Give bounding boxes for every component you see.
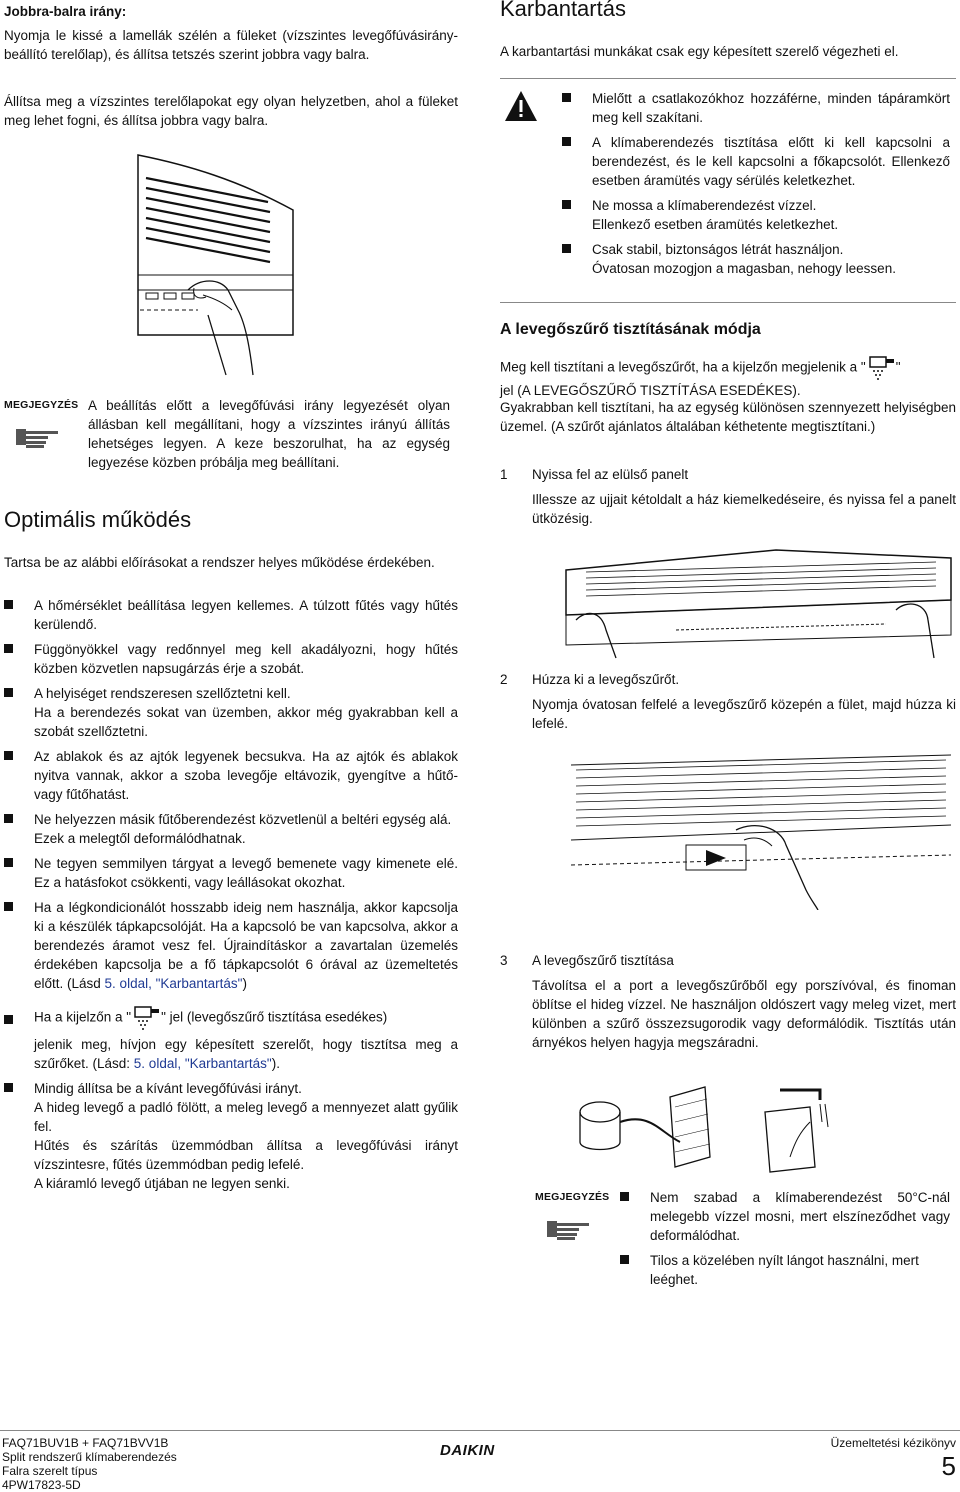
footer-line: 4PW17823-5D	[2, 1478, 81, 1492]
warning-icon	[504, 90, 538, 122]
heading-direction	[4, 2, 458, 21]
pointing-hand-icon	[16, 425, 94, 449]
list-item: Ne tegyen semmilyen tárgyat a levegő bemenete vagy kimenete elé. Ez a hatásfokot csökkenti, vagy leállásokat okozhat.	[4, 854, 458, 892]
step-2	[500, 670, 956, 733]
warning-list	[562, 89, 950, 284]
step-title: Nyissa fel az elülső panelt	[532, 467, 689, 482]
filter-paragraph-2: Gyakrabban kell tisztítani, ha az egység különösen szennyezett helyiségben üzemel. (A szűrőt ajánlatos általában kéthetente megtisztítani.)	[500, 400, 956, 434]
filter-cleaning-title: A levegőszűrő tisztításának módja	[500, 321, 761, 338]
pointing-hand-icon	[547, 1217, 625, 1241]
divider	[500, 302, 956, 303]
list-item: Ne mossa a klímaberendezést vízzel. Ellenkező esetben áramütés keletkezhet.	[562, 196, 950, 234]
list-item: Mielőtt a csatlakozókhoz hozzáférne, minden tápáramkört meg kell szakítani.	[562, 89, 950, 127]
note-label: MEGJEGYZÉS	[535, 1191, 610, 1203]
list-item: Tilos a közelében nyílt lángot használni, mert leéghet.	[620, 1251, 950, 1289]
step-text: Nyomja óvatosan felfelé a levegőszűrő közepén a fület, majd húzza ki lefelé.	[532, 697, 956, 731]
optimal-intro: Tartsa be az alábbi előírásokat a rendszer helyes működése érdekében.	[4, 555, 435, 570]
note-block-right	[535, 1188, 625, 1241]
pull-filter-illustration	[566, 750, 956, 910]
list-item: Az ablakok és az ajtók legyenek becsukva. Ha az ajtók és ablakok nyitva vannak, akkor a szoba levegője eltávozik, gyengítve a hűtő- vagy fűtőhatást.	[4, 747, 458, 804]
note-block-left	[4, 396, 94, 449]
footer-line: Falra szerelt típus	[2, 1464, 98, 1478]
section-heading: Jobbra-balra irány:	[4, 4, 127, 19]
list-item: A hőmérséklet beállítása legyen kellemes. A túlzott fűtés vagy hűtés kerülendő.	[4, 596, 458, 634]
vacuum-wash-illustration	[570, 1082, 870, 1174]
list-item: Ha a légkondicionálót hosszabb ideig nem használja, akkor kapcsolja ki a készülék tápkapcsolóját. Ha a kapcsoló be van kapcsolva, akkor a berendezés áramot vesz fel. Újraindításkor a zavartalan üzemelés érdekében kapcsolja be a fő tápkapcsolót 6 órával az üzemeltetés előtt. (Lásd 5. oldal, "Karbantartás")	[4, 898, 458, 993]
page-number: 5	[941, 1451, 956, 1481]
note-label: MEGJEGYZÉS	[4, 399, 79, 411]
step-3	[500, 951, 956, 1052]
step-text: Illessze az ujjait kétoldalt a ház kiemelkedéseire, és nyissa fel a panelt ütközésig.	[532, 492, 956, 526]
step-number: 3	[500, 953, 508, 968]
step-1	[500, 465, 956, 528]
footer-line: Split rendszerű klímaberendezés	[2, 1450, 177, 1464]
list-item: Nem szabad a klímaberendezést 50°C-nál melegebb vízzel mosni, mert elszíneződhet vagy deformálódhat.	[620, 1188, 950, 1245]
list-item: Csak stabil, biztonságos létrát használjon. Óvatosan mozogjon a magasban, nehogy leessen.	[562, 240, 950, 278]
link-maintenance-2[interactable]: 5. oldal, "Karbantartás"	[133, 1056, 272, 1071]
list-item: Függönyökkel vagy redőnnyel meg kell akadályozni, hogy hűtés közben közvetlen napsugárzás érje a szobát.	[4, 640, 458, 678]
footer-model-info	[2, 1436, 177, 1492]
footer-manual-title: Üzemeltetési kézikönyv	[830, 1436, 956, 1450]
list-item: Ha a kijelzőn a " " jel (levegőszűrő tisztítása esedékes) jelenik meg, hívjon egy képesített szerelőt, hogy tisztítsa meg a szűrőket. (Lásd: 5. oldal, "Karbantartás").	[4, 1005, 458, 1073]
list-item: Ne helyezzen másik fűtőberendezést közvetlenül a beltéri egység alá. Ezek a melegtől deformálódhatnak.	[4, 810, 458, 848]
filter-sign-icon	[131, 1005, 161, 1031]
maintenance-intro: A karbantartási munkákat csak egy képesített szerelő végezheti el.	[500, 44, 899, 59]
optimal-operation-title: Optimális működés	[4, 507, 192, 532]
list-item: A klímaberendezés tisztítása előtt ki kell kapcsolni a berendezést, és le kell kapcsolni a főkapcsolót. Ellenkező esetben áramütés vagy sérülés keletkezhet.	[562, 133, 950, 190]
note-text-left: A beállítás előtt a levegőfúvási irány legyezését olyan állásban kell megállítani, hogy a vízszintes irányú állítás lehetséges legyen. A keze beszorulhat, ha az egység legyezése közben próbálja meg beállítani.	[88, 398, 450, 470]
open-panel-illustration	[556, 540, 956, 660]
link-maintenance[interactable]: 5. oldal, "Karbantartás"	[104, 976, 243, 991]
divider	[500, 78, 956, 79]
footer-line: FAQ71BUV1B + FAQ71BVV1B	[2, 1436, 169, 1450]
filter-sign-icon	[866, 355, 896, 381]
list-item: Mindig állítsa be a kívánt levegőfúvási irányt. A hideg levegő a padló fölött, a meleg levegő a mennyezet alatt gyűlik fel. Hűtés és szárítás üzemmódban állítsa a levegőfúvási irányt vízszintesre, fűtés üzemmódban pedig lefelé. A kiáramló levegő útjában ne legyen senki.	[4, 1079, 458, 1193]
step-title: A levegőszűrő tisztítása	[532, 953, 674, 968]
paragraph-direction-1: Nyomja le kissé a lamellák szélén a füleket (vízszintes levegőfúvásirány-beállító terelőlap), és állítsa tetszés szerint jobbra vagy balra.	[4, 28, 458, 62]
footer-divider	[0, 1430, 960, 1431]
step-number: 2	[500, 672, 508, 687]
daikin-logo: DAIKIN	[440, 1442, 495, 1459]
list-item: A helyiséget rendszeresen szellőztetni kell. Ha a berendezés sokat van üzemben, akkor még gyakrabban kell a szobát szellőztetni.	[4, 684, 458, 741]
filter-paragraph-1: Meg kell tisztítani a levegőszűrőt, ha a kijelzőn megjelenik a " " jel (A LEVEGŐSZŰRŐ TISZTÍTÁSA ESEDÉKES).	[500, 355, 956, 400]
note-list-right	[620, 1188, 950, 1295]
optimal-bullet-list	[4, 596, 458, 1199]
paragraph-direction-2: Állítsa meg a vízszintes terelőlapokat egy olyan helyzetben, ahol a füleket meg lehet fogni, és állítsa jobbra vagy balra.	[4, 94, 458, 128]
step-title: Húzza ki a levegőszűrőt.	[532, 672, 680, 687]
step-text: Távolítsa el a port a levegőszűrőből egy porszívóval, és finoman öblítse el hideg vízzel. Ne használjon oldószert vagy meleg vizet, mert különben a szűrő összezsugorodik vagy deformálódik. Tisztítás után árnyékos helyen hagyja megszáradni.	[532, 978, 956, 1050]
step-number: 1	[500, 467, 508, 482]
maintenance-title: Karbantartás	[500, 0, 626, 21]
louver-adjust-illustration	[128, 150, 308, 380]
